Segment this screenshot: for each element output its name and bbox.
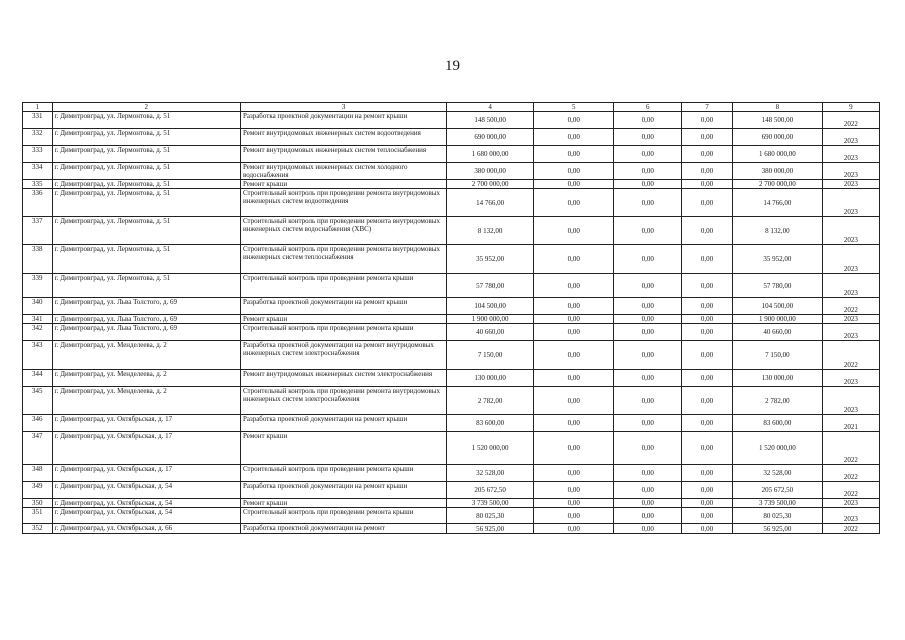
column-header: 3 — [240, 103, 446, 112]
amount-cell: 0,00 — [534, 341, 614, 370]
address-cell: г. Димитровград, ул. Менделеева, д. 2 — [52, 387, 240, 415]
amount-cell: 0,00 — [614, 341, 682, 370]
page-number: 19 — [445, 58, 460, 74]
amount-cell: 0,00 — [534, 217, 614, 245]
amount-total-cell: 80 025,30 — [447, 508, 534, 524]
amount-cell: 0,00 — [534, 324, 614, 341]
row-number: 350 — [23, 499, 53, 508]
amount-cell: 0,00 — [534, 298, 614, 315]
year-cell: 2023 — [822, 274, 879, 298]
table-row — [23, 370, 880, 387]
address-cell: г. Димитровград, ул. Октябрьская, д. 17 — [52, 465, 240, 482]
amount-cell: 0,00 — [682, 189, 733, 217]
table-row — [23, 482, 880, 499]
row-number: 338 — [23, 245, 53, 274]
amount-total-cell: 130 000,00 — [447, 370, 534, 387]
amount-total-cell: 8 132,00 — [447, 217, 534, 245]
work-description-cell: Ремонт крыши — [240, 315, 446, 324]
amount-remaining-cell: 7 150,00 — [732, 341, 822, 370]
amount-cell: 0,00 — [682, 146, 733, 163]
amount-cell: 0,00 — [682, 370, 733, 387]
address-cell: г. Димитровград, ул. Лермонтова, д. 51 — [52, 146, 240, 163]
amount-total-cell: 148 500,00 — [447, 112, 534, 129]
amount-cell: 0,00 — [682, 324, 733, 341]
amount-cell: 0,00 — [534, 112, 614, 129]
year-cell: 2023 — [822, 180, 879, 189]
year-cell: 2023 — [822, 370, 879, 387]
amount-total-cell: 690 000,00 — [447, 129, 534, 146]
address-cell: г. Димитровград, ул. Льва Толстого, д. 69 — [52, 315, 240, 324]
amount-cell: 0,00 — [614, 432, 682, 465]
row-number: 337 — [23, 217, 53, 245]
amount-remaining-cell: 8 132,00 — [732, 217, 822, 245]
address-cell: г. Димитровград, ул. Октябрьская, д. 54 — [52, 499, 240, 508]
row-number: 336 — [23, 189, 53, 217]
row-number: 332 — [23, 129, 53, 146]
amount-remaining-cell: 40 660,00 — [732, 324, 822, 341]
table-row — [23, 387, 880, 415]
address-cell: г. Димитровград, ул. Лермонтова, д. 51 — [52, 217, 240, 245]
work-description-cell: Разработка проектной документации на ремонт внутридомовых инженерных систем электроснабжения — [240, 341, 446, 370]
work-description-cell: Ремонт внутридомовых инженерных систем холодного водоснабжения — [240, 163, 446, 180]
column-header: 6 — [614, 103, 682, 112]
amount-total-cell: 3 739 500,00 — [447, 499, 534, 508]
address-cell: г. Димитровград, ул. Лермонтова, д. 51 — [52, 189, 240, 217]
address-cell: г. Димитровград, ул. Октябрьская, д. 54 — [52, 508, 240, 524]
amount-total-cell: 32 528,00 — [447, 465, 534, 482]
row-number: 351 — [23, 508, 53, 524]
amount-remaining-cell: 80 025,30 — [732, 508, 822, 524]
row-number: 339 — [23, 274, 53, 298]
amount-cell: 0,00 — [682, 508, 733, 524]
table-row — [23, 315, 880, 324]
address-cell: г. Димитровград, ул. Менделеева, д. 2 — [52, 370, 240, 387]
amount-total-cell: 380 000,00 — [447, 163, 534, 180]
amount-total-cell: 2 700 000,00 — [447, 180, 534, 189]
address-cell: г. Димитровград, ул. Лермонтова, д. 51 — [52, 163, 240, 180]
year-cell: 2023 — [822, 245, 879, 274]
work-description-cell: Строительный контроль при проведении ремонта крыши — [240, 465, 446, 482]
amount-cell: 0,00 — [614, 465, 682, 482]
table-row — [23, 432, 880, 465]
amount-remaining-cell: 2 782,00 — [732, 387, 822, 415]
address-cell: г. Димитровград, ул. Лермонтова, д. 51 — [52, 129, 240, 146]
column-header: 1 — [23, 103, 53, 112]
table-row — [23, 217, 880, 245]
amount-cell: 0,00 — [682, 387, 733, 415]
amount-cell: 0,00 — [534, 315, 614, 324]
table-row — [23, 146, 880, 163]
row-number: 349 — [23, 482, 53, 499]
amount-remaining-cell: 148 500,00 — [732, 112, 822, 129]
year-cell: 2022 — [822, 524, 879, 534]
amount-cell: 0,00 — [614, 298, 682, 315]
year-cell: 2023 — [822, 146, 879, 163]
amount-cell: 0,00 — [614, 112, 682, 129]
amount-cell: 0,00 — [614, 482, 682, 499]
amount-cell: 0,00 — [534, 163, 614, 180]
amount-total-cell: 7 150,00 — [447, 341, 534, 370]
row-number: 343 — [23, 341, 53, 370]
amount-cell: 0,00 — [614, 245, 682, 274]
address-cell: г. Димитровград, ул. Лермонтова, д. 51 — [52, 180, 240, 189]
amount-total-cell: 40 660,00 — [447, 324, 534, 341]
amount-total-cell: 35 952,00 — [447, 245, 534, 274]
table-row — [23, 465, 880, 482]
row-number: 331 — [23, 112, 53, 129]
amount-cell: 0,00 — [614, 163, 682, 180]
amount-cell: 0,00 — [534, 415, 614, 432]
work-description-cell: Ремонт крыши — [240, 432, 446, 465]
work-description-cell: Ремонт внутридомовых инженерных систем водоотведения — [240, 129, 446, 146]
amount-cell: 0,00 — [682, 180, 733, 189]
work-description-cell: Разработка проектной документации на ремонт крыши — [240, 298, 446, 315]
amount-cell: 0,00 — [534, 387, 614, 415]
table-row — [23, 180, 880, 189]
address-cell: г. Димитровград, ул. Лермонтова, д. 51 — [52, 274, 240, 298]
row-number: 345 — [23, 387, 53, 415]
amount-total-cell: 57 780,00 — [447, 274, 534, 298]
year-cell: 2023 — [822, 499, 879, 508]
amount-cell: 0,00 — [534, 499, 614, 508]
amount-cell: 0,00 — [614, 315, 682, 324]
amount-cell: 0,00 — [682, 129, 733, 146]
table-row — [23, 274, 880, 298]
row-number: 346 — [23, 415, 53, 432]
amount-cell: 0,00 — [682, 499, 733, 508]
table-row — [23, 189, 880, 217]
column-header: 9 — [822, 103, 879, 112]
work-description-cell: Ремонт внутридомовых инженерных систем электроснабжения — [240, 370, 446, 387]
address-cell: г. Димитровград, ул. Октябрьская, д. 17 — [52, 415, 240, 432]
amount-cell: 0,00 — [614, 370, 682, 387]
address-cell: г. Димитровград, ул. Лермонтова, д. 51 — [52, 112, 240, 129]
table-row — [23, 415, 880, 432]
amount-cell: 0,00 — [682, 432, 733, 465]
year-cell: 2023 — [822, 189, 879, 217]
row-number: 335 — [23, 180, 53, 189]
table-row — [23, 499, 880, 508]
amount-cell: 0,00 — [682, 163, 733, 180]
work-description-cell: Разработка проектной документации на ремонт крыши — [240, 112, 446, 129]
work-description-cell: Разработка проектной документации на ремонт крыши — [240, 482, 446, 499]
amount-cell: 0,00 — [534, 129, 614, 146]
amount-cell: 0,00 — [682, 465, 733, 482]
amount-cell: 0,00 — [614, 524, 682, 534]
year-cell: 2021 — [822, 415, 879, 432]
row-number: 348 — [23, 465, 53, 482]
amount-cell: 0,00 — [614, 508, 682, 524]
amount-cell: 0,00 — [682, 217, 733, 245]
amount-remaining-cell: 1 520 000,00 — [732, 432, 822, 465]
amount-total-cell: 1 680 000,00 — [447, 146, 534, 163]
amount-remaining-cell: 56 925,00 — [732, 524, 822, 534]
amount-cell: 0,00 — [534, 189, 614, 217]
column-header: 2 — [52, 103, 240, 112]
header-row — [23, 103, 880, 112]
column-header: 7 — [682, 103, 733, 112]
table-row — [23, 341, 880, 370]
amount-remaining-cell: 3 739 500,00 — [732, 499, 822, 508]
address-cell: г. Димитровград, ул. Октябрьская, д. 17 — [52, 432, 240, 465]
table-row — [23, 163, 880, 180]
work-description-cell: Строительный контроль при проведении ремонта внутридомовых инженерных систем теплоснабжения — [240, 245, 446, 274]
work-description-cell: Строительный контроль при проведении ремонта внутридомовых инженерных систем водоотведения — [240, 189, 446, 217]
amount-cell: 0,00 — [534, 180, 614, 189]
amount-cell: 0,00 — [682, 482, 733, 499]
row-number: 334 — [23, 163, 53, 180]
work-description-cell: Строительный контроль при проведении ремонта крыши — [240, 508, 446, 524]
table-row — [23, 324, 880, 341]
amount-remaining-cell: 690 000,00 — [732, 129, 822, 146]
amount-cell: 0,00 — [682, 341, 733, 370]
amount-cell: 0,00 — [614, 146, 682, 163]
address-cell: г. Димитровград, ул. Льва Толстого, д. 69 — [52, 324, 240, 341]
amount-cell: 0,00 — [614, 324, 682, 341]
amount-remaining-cell: 130 000,00 — [732, 370, 822, 387]
work-description-cell: Ремонт крыши — [240, 180, 446, 189]
amount-cell: 0,00 — [682, 112, 733, 129]
amount-total-cell: 2 782,00 — [447, 387, 534, 415]
amount-remaining-cell: 1 900 000,00 — [732, 315, 822, 324]
year-cell: 2023 — [822, 387, 879, 415]
amount-total-cell: 205 672,50 — [447, 482, 534, 499]
amount-total-cell: 1 900 000,00 — [447, 315, 534, 324]
year-cell: 2023 — [822, 508, 879, 524]
row-number: 352 — [23, 524, 53, 534]
amount-cell: 0,00 — [534, 432, 614, 465]
year-cell: 2022 — [822, 482, 879, 499]
address-cell: г. Димитровград, ул. Октябрьская, д. 66 — [52, 524, 240, 534]
year-cell: 2023 — [822, 163, 879, 180]
table-row — [23, 508, 880, 524]
amount-remaining-cell: 32 528,00 — [732, 465, 822, 482]
work-description-cell: Разработка проектной документации на ремонт крыши — [240, 415, 446, 432]
amount-remaining-cell: 57 780,00 — [732, 274, 822, 298]
amount-remaining-cell: 104 500,00 — [732, 298, 822, 315]
year-cell: 2022 — [822, 341, 879, 370]
amount-total-cell: 83 600,00 — [447, 415, 534, 432]
work-description-cell: Ремонт крыши — [240, 499, 446, 508]
amount-cell: 0,00 — [682, 274, 733, 298]
row-number: 333 — [23, 146, 53, 163]
amount-cell: 0,00 — [534, 146, 614, 163]
row-number: 347 — [23, 432, 53, 465]
amount-remaining-cell: 83 600,00 — [732, 415, 822, 432]
row-number: 344 — [23, 370, 53, 387]
row-number: 340 — [23, 298, 53, 315]
amount-cell: 0,00 — [614, 274, 682, 298]
work-description-cell: Разработка проектной документации на ремонт — [240, 524, 446, 534]
amount-cell: 0,00 — [682, 245, 733, 274]
column-header: 5 — [534, 103, 614, 112]
amount-cell: 0,00 — [682, 415, 733, 432]
amount-total-cell: 14 766,00 — [447, 189, 534, 217]
amount-cell: 0,00 — [614, 415, 682, 432]
address-cell: г. Димитровград, ул. Лермонтова, д. 51 — [52, 245, 240, 274]
amount-cell: 0,00 — [534, 465, 614, 482]
amount-cell: 0,00 — [614, 180, 682, 189]
amount-cell: 0,00 — [614, 189, 682, 217]
year-cell: 2023 — [822, 324, 879, 341]
amount-remaining-cell: 35 952,00 — [732, 245, 822, 274]
amount-cell: 0,00 — [682, 298, 733, 315]
amount-cell: 0,00 — [534, 482, 614, 499]
repair-schedule-table — [22, 102, 880, 534]
work-description-cell: Строительный контроль при проведении ремонта крыши — [240, 274, 446, 298]
row-number: 342 — [23, 324, 53, 341]
table-row — [23, 129, 880, 146]
amount-total-cell: 56 925,00 — [447, 524, 534, 534]
amount-cell: 0,00 — [682, 315, 733, 324]
year-cell: 2023 — [822, 315, 879, 324]
amount-remaining-cell: 380 000,00 — [732, 163, 822, 180]
table-row — [23, 524, 880, 534]
year-cell: 2022 — [822, 298, 879, 315]
amount-total-cell: 1 520 000,00 — [447, 432, 534, 465]
work-description-cell: Строительный контроль при проведении ремонта внутридомовых инженерных систем водоснабжения (ХВС) — [240, 217, 446, 245]
work-description-cell: Строительный контроль при проведении ремонта внутридомовых инженерных систем электроснабжения — [240, 387, 446, 415]
year-cell: 2022 — [822, 432, 879, 465]
amount-remaining-cell: 205 672,50 — [732, 482, 822, 499]
column-header: 8 — [732, 103, 822, 112]
amount-cell: 0,00 — [682, 524, 733, 534]
year-cell: 2023 — [822, 129, 879, 146]
address-cell: г. Димитровград, ул. Льва Толстого, д. 69 — [52, 298, 240, 315]
year-cell: 2022 — [822, 112, 879, 129]
year-cell: 2022 — [822, 465, 879, 482]
work-description-cell: Строительный контроль при проведении ремонта крыши — [240, 324, 446, 341]
year-cell: 2023 — [822, 217, 879, 245]
amount-cell: 0,00 — [614, 129, 682, 146]
amount-cell: 0,00 — [534, 245, 614, 274]
amount-cell: 0,00 — [534, 508, 614, 524]
table-row — [23, 112, 880, 129]
table-row — [23, 245, 880, 274]
amount-cell: 0,00 — [614, 499, 682, 508]
address-cell: г. Димитровград, ул. Менделеева, д. 2 — [52, 341, 240, 370]
amount-cell: 0,00 — [534, 524, 614, 534]
amount-remaining-cell: 2 700 000,00 — [732, 180, 822, 189]
amount-cell: 0,00 — [534, 370, 614, 387]
amount-cell: 0,00 — [534, 274, 614, 298]
amount-remaining-cell: 1 680 000,00 — [732, 146, 822, 163]
table-row — [23, 298, 880, 315]
amount-cell: 0,00 — [614, 217, 682, 245]
work-description-cell: Ремонт внутридомовых инженерных систем теплоснабжения — [240, 146, 446, 163]
row-number: 341 — [23, 315, 53, 324]
address-cell: г. Димитровград, ул. Октябрьская, д. 54 — [52, 482, 240, 499]
amount-cell: 0,00 — [614, 387, 682, 415]
column-header: 4 — [447, 103, 534, 112]
amount-remaining-cell: 14 766,00 — [732, 189, 822, 217]
amount-total-cell: 104 500,00 — [447, 298, 534, 315]
